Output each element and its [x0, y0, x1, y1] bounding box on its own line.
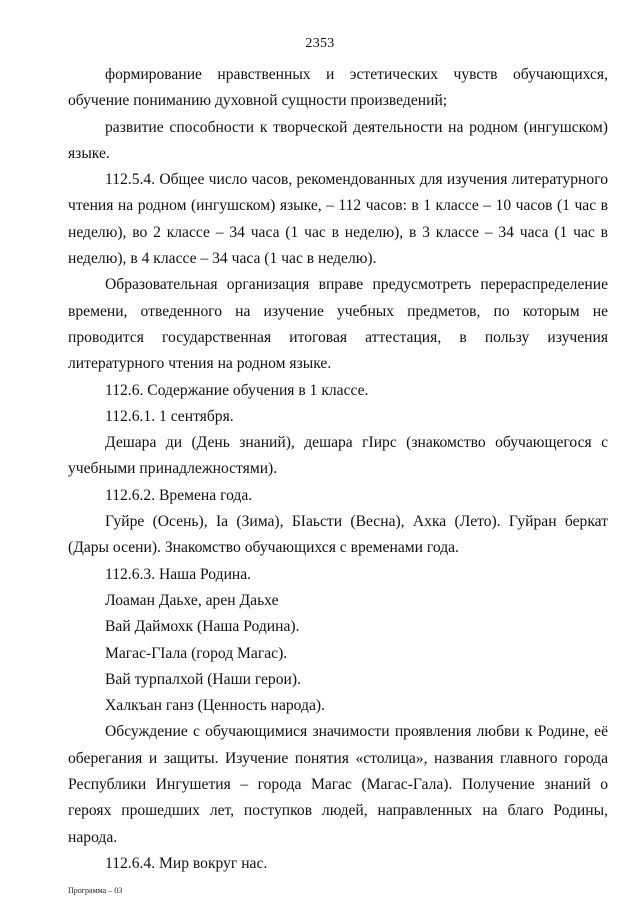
topic-line: Вай турпалхой (Наши герои). — [105, 670, 301, 688]
paragraph: развитие способности к творческой деятельности на родном (ингушском) языке. — [68, 118, 608, 162]
topic-line: Магас-ГІала (город Магас). — [105, 644, 288, 662]
subsection-heading: 112.6.2. Времена года. — [105, 486, 253, 504]
topic-line: Лоаман Даьхе, арен Даьхе — [105, 591, 279, 609]
paragraph: Обсуждение с обучающимися значимости проявления любви к Родине, её оберегания и защиты. Изучение понятия «столица», названия главного города Республики Ингушетия – города Магас (Магас-Гала). Получение знаний о героях прошедших лет, поступков людей, направленных на благо Родины, народа. — [68, 723, 608, 846]
page-number: 2353 — [305, 36, 335, 51]
section-heading: 112.6. Содержание обучения в 1 классе. — [105, 381, 369, 399]
paragraph: Дешара ди (День знаний), дешара гІирс (знакомство обучающегося с учебными принадлежностями). — [68, 434, 608, 478]
paragraph: формирование нравственных и эстетических чувств обучающихся, обучение пониманию духовной сущности произведений; — [68, 66, 608, 110]
document-body — [68, 62, 608, 877]
subsection-heading: 112.6.3. Наша Родина. — [105, 565, 252, 583]
topic-line: Халкъан ганз (Ценность народа). — [105, 697, 325, 715]
subsection-heading: 112.6.1. 1 сентября. — [105, 407, 234, 425]
paragraph: Гуйре (Осень), Іа (Зима), БІаьсти (Весна), Ахка (Лето). Гуйран беркат (Дары осени). Знакомство обучающихся с временами года. — [68, 513, 608, 557]
topic-line: Вай Даймохк (Наша Родина). — [105, 618, 300, 636]
paragraph: Образовательная организация вправе предусмотреть перераспределение времени, отведенного на изучение учебных предметов, по которым не проводится государственная итоговая аттестация, в пользу изучения литературного чтения на родном языке. — [68, 276, 608, 373]
paragraph: 112.5.4. Общее число часов, рекомендованных для изучения литературного чтения на родном (ингушском) языке, – 112 часов: в 1 классе – 10 часов (1 час в неделю), во 2 классе – 34 часа (1 час в неделю), в 3 классе – 34 часа (1 час в неделю), в 4 классе – 34 часа (1 час в неделю). — [68, 171, 608, 268]
subsection-heading: 112.6.4. Мир вокруг нас. — [105, 854, 268, 872]
footer-label: Программа – 03 — [68, 886, 123, 895]
